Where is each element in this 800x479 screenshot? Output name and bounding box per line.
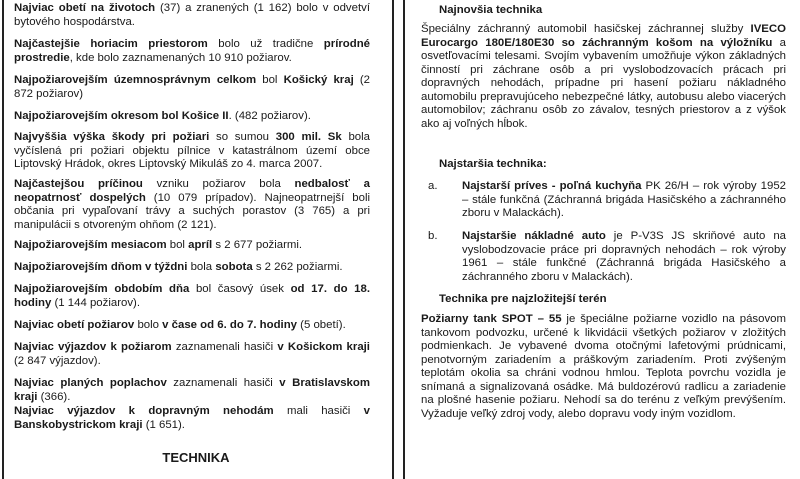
body-text: bolo (134, 319, 163, 331)
body-text: (5 obetí). (296, 319, 346, 331)
bold-text: Najstaršie nákladné auto (462, 230, 606, 242)
paragraph-traffic-accidents (14, 405, 370, 432)
body-text: Špeciálny záchranný automobil hasičskej záchrannej služby (421, 23, 751, 35)
bold-text: Najviac výjazdov k dopravným nehodám (14, 405, 274, 417)
bold-text: IVECO Eurocargo 180E/180E30 so záchranným košom na výložníku (421, 23, 786, 49)
bold-text: Najviac obetí požiarov (14, 319, 135, 331)
paragraph-weekday (14, 261, 370, 275)
body-text: (2 847 výjazdov). (14, 354, 101, 367)
heading-oldest-technology: Najstaršia technika: (439, 158, 547, 170)
paragraph-time-of-day (14, 283, 370, 310)
list-item-field-kitchen (462, 180, 786, 221)
bold-text: v Bratislavskom kraji (14, 377, 370, 403)
body-text: bol (166, 239, 189, 251)
paragraph-false-alarms (14, 377, 370, 404)
bold-text: apríl (188, 239, 213, 251)
list-item-oldest-truck (462, 230, 786, 284)
body-text: (10 079 prípadov). Najneopatrnejší boli občania pri vypaľovaní trávy a suchých porastov (3 765) a pri manipulácii s otvoreným ohňom (2 121). (14, 191, 371, 231)
paragraph-district (14, 110, 370, 124)
left-column (0, 0, 392, 479)
body-text: a osvetľovacími telesami. Svojím vybavením umožňuje výkon základných činností pri záchrane osôb a pri vyslobodzovacích prácach pri dopravných nehodách, prípadne pri hasení požiaru nákladného automobilu prepravujúceho nebezpečné látky, autobusu alebo viacerých automobilov; záchranu osôb zo závalov, tesných priestorov a z výšok ako aj voľných hĺbok. (421, 36, 786, 130)
body-text: , kde bolo zaznamenaných 10 910 požiarov. (69, 51, 292, 64)
body-text: (37) a zranených (1 162) bolo v odvetví bytového hospodárstva. (14, 2, 370, 28)
bold-text: Požiarny tank SPOT – 55 (421, 313, 562, 325)
bold-text: sobota (215, 261, 253, 273)
body-text: (1 651). (142, 418, 185, 431)
paragraph-iveco-vehicle (421, 23, 786, 131)
bold-text: od 17. do 18. hodiny (14, 283, 371, 309)
bold-text: Najpožiarovejším mesiacom (14, 239, 167, 251)
body-text: bol (256, 74, 284, 86)
bold-text: Najpožiarovejším dňom v týždni (14, 261, 188, 273)
body-text: PK 26/H – rok výroby 1952 – stále funkčná (Záchranná brigáda Hasičského a záchranného zboru v Malackách). (462, 180, 786, 219)
paragraph-fire-responses (14, 341, 370, 368)
paragraph-highest-damage (14, 131, 370, 172)
section-heading-technika: TECHNIKA (162, 450, 230, 465)
bold-text: Košický kraj (283, 74, 354, 86)
bold-text: Najvyššia výška škody pri požiari (14, 131, 210, 143)
bold-text: v Košickom kraji (277, 341, 370, 353)
bold-text: Najčastejšou príčinou (14, 178, 143, 190)
right-column (405, 0, 800, 479)
body-text: zaznamenali hasiči (171, 341, 278, 353)
bold-text: Najpožiarovejším obdobím dňa (14, 283, 190, 295)
bold-text: v Banskobystrickom kraji (14, 405, 370, 431)
bold-text: Najpožiarovejším územnosprávnym celkom (14, 74, 257, 86)
body-text: (366). (37, 390, 71, 403)
paragraph-spot-55-tank (421, 313, 786, 421)
list-marker-b: b. (428, 230, 438, 242)
paragraph-most-burning-space (14, 38, 370, 65)
paragraph-victims-time (14, 319, 370, 333)
paragraph-month (14, 239, 370, 253)
body-text: s 2 677 požiarmi. (212, 239, 303, 251)
list-marker-a: a. (428, 180, 438, 192)
bold-text: nedbalosť a neopatrnosť dospelých (14, 178, 370, 204)
bold-text: Najviac výjazdov k požiarom (14, 341, 172, 353)
bold-text: Najviac planých poplachov (14, 377, 167, 389)
body-text: . (482 požiarov). (228, 110, 311, 122)
body-text: vzniku požiarov bola (142, 178, 295, 190)
bold-text: Najviac obetí na životoch (14, 2, 156, 14)
bold-text: Najpožiarovejším okresom bol Košice II (14, 110, 229, 122)
heading-newest-technology: Najnovšia technika (439, 4, 543, 16)
bold-text: prírodné prostredie (14, 38, 370, 64)
bold-text: Najčastejšie horiacim priestorom (14, 38, 208, 50)
bold-text: Najstarší príves - poľná kuchyňa (462, 180, 642, 192)
body-text: bola vyčíslená pri požiari objektu pílnice v katastrálnom území obce Liptovský Hrádok, okres Liptovský Mikuláš zo 4. marca 2007. (14, 131, 371, 170)
body-text: je špeciálne požiarne vozidlo na pásovom tankovom podvozku, určené k likvidácii všetkých požiarov v zložitých podmienkach. Je vybavené dvoma otočnými lafetovými prúdnicami, penotvorným zariadením a práškovým zariadením. Proti zvýšeným teplotám okolia sa chráni vodnou hmlou. Teplota povrchu vozidla je snímaná a signalizovaná osádke. Má buldozérovú radlicu a zariadenie na plošné hasenie požiaru. Nehodí sa do terénu z veľkým prevýšením. Vyžaduje veľký zdroj vody, alebo dopravu vody iným vozidlom. (421, 313, 786, 420)
body-text: bola (187, 261, 216, 273)
bold-text: v čase od 6. do 7. hodiny (162, 319, 297, 331)
body-text: zaznamenali hasiči (166, 377, 280, 389)
paragraph-cause (14, 178, 370, 232)
body-text: mali hasiči (273, 405, 364, 417)
heading-terrain-technology: Technika pre najzložitejší terén (439, 293, 607, 305)
bold-text: 300 mil. Sk (275, 131, 342, 143)
paragraph-most-fatalities (14, 2, 370, 29)
body-text: je P-V3S JS skriňové auto na vyslobodzovacie práce pri dopravných nehodách – rok výroby 1961 – stále funkčné (Záchranná brigáda Hasičského a záchranného zboru v Malackách). (462, 230, 786, 283)
body-text: (1 144 požiarov). (51, 296, 140, 309)
body-text: (2 872 požiarov) (14, 74, 371, 100)
body-text: bol časový úsek (189, 283, 291, 295)
body-text: s 2 262 požiarmi. (252, 261, 343, 273)
body-text: so sumou (209, 131, 276, 143)
body-text: bolo už tradične (207, 38, 324, 50)
paragraph-region (14, 74, 370, 101)
column-divider-left (392, 0, 394, 479)
